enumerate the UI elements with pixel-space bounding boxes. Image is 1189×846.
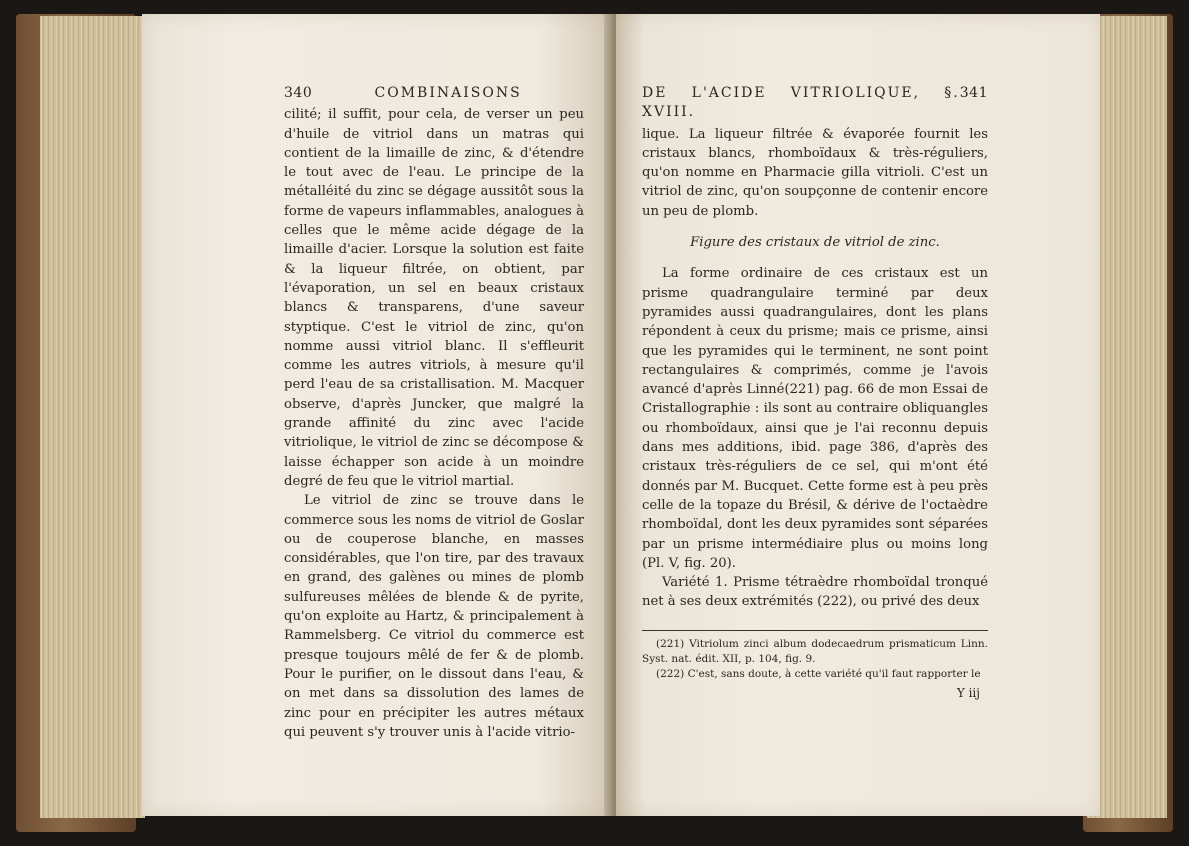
left-paragraph-1: cilité; il suffit, pour cela, de verser un peu d'huile de vitriol dans un matras qui contient de la limaille de zinc, & d'étendre le tout avec de l'eau. Le principe de la métalléité du zinc se dégage aussitôt sous la forme de vapeurs inflammables, analogues à celles que le même acide dégage de la limaille d'acier. Lorsque la solution est faite & la liqueur filtrée, on obtient, par l'évaporation, un sel en beaux cristaux blancs & transparens, d'une saveur styptique. C'est le vitriol de zinc, qu'on nomme aussi vitriol blanc. Il s'effleurit comme les autres vitriols, à mesure qu'il perd l'eau de sa cristallisation. M. Macquer observe, d'après Juncker, que malgré la grande affinité du zinc avec l'acide vitriolique, le vitriol de zinc se décompose & laisse échapper son acide à un moindre degré de feu que le vitriol martial. bbox=[284, 107, 584, 489]
left-paragraph-2: Le vitriol de zinc se trouve dans le commerce sous les noms de vitriol de Goslar ou de couperose blanche, en masses considérables, que l'on tire, par des travaux en grand, des galènes ou mines de plomb sulfureuses mêlées de blende & de pyrite, qu'on exploite au Hartz, & principalement à Rammelsberg. Ce vitriol du commerce est presque toujours mêlé de fer & de plomb. Pour le purifier, on le dissout dans l'eau, & on met dans sa dissolution des lames de zinc pour en précipiter les autres métaux qui peuvent s'y trouver unis à l'acide vitrio- bbox=[284, 493, 584, 740]
left-page-header bbox=[284, 84, 584, 103]
right-page-text bbox=[642, 84, 988, 703]
page-edges-left bbox=[40, 16, 145, 818]
footnote-221: (221) Vitriolum zinci album dodecaedrum prismaticum Linn. Syst. nat. édit. XII, p. 104, fig. 9. bbox=[642, 637, 988, 665]
right-paragraph-3: Variété 1. Prisme tétraèdre rhomboïdal tronqué net à ses deux extrémités (222), ou privé des deux bbox=[642, 575, 988, 610]
right-paragraph-2: La forme ordinaire de ces cristaux est un prisme quadrangulaire terminé par deux pyramides aussi quadrangulaires, dont les plans répondent à ceux du prisme; mais ce prisme, ainsi que les pyramides qui le terminent, ne sont point rectangulaires & comprimés, comme je l'avois avancé d'après Linné(221) pag. 66 de mon Essai de Cristallographie : ils sont au contraire obliquangles ou rhomboïdaux, ainsi que je l'ai reconnu depuis dans mes additions, ibid. page 386, d'après des cristaux très-réguliers de ce sel, qui m'ont été donnés par M. Bucquet. Cette forme est à peu près celle de la topaze du Brésil, & dérive de l'octaèdre rhomboïdal, dont les deux pyramides sont séparées par un prisme intermédiaire plus ou moins long (Pl. V, fig. 20). bbox=[642, 266, 988, 571]
left-page-text bbox=[284, 84, 584, 742]
right-running-head: DE L'ACIDE VITRIOLIQUE, §. XVIII. bbox=[642, 85, 960, 121]
right-page bbox=[616, 14, 1100, 816]
left-page bbox=[142, 14, 610, 816]
left-page-number: 340 bbox=[284, 85, 313, 101]
left-running-head: COMBINAISONS bbox=[374, 85, 522, 101]
right-paragraph-1: lique. La liqueur filtrée & évaporée fournit les cristaux blancs, rhomboïdaux & très-réguliers, qu'on nomme en Pharmacie gilla vitrioli. C'est un vitriol de zinc, qu'on soupçonne de contenir encore un peu de plomb. bbox=[642, 126, 988, 219]
footnote-222: (222) C'est, sans doute, à cette variété qu'il faut rapporter le bbox=[656, 667, 981, 680]
signature-mark: Y iij bbox=[956, 685, 980, 700]
footnotes bbox=[642, 630, 988, 682]
right-page-number: 341 bbox=[959, 85, 988, 101]
figure-title: Figure des cristaux de vitriol de zinc. bbox=[690, 235, 940, 251]
right-page-header bbox=[642, 84, 988, 123]
